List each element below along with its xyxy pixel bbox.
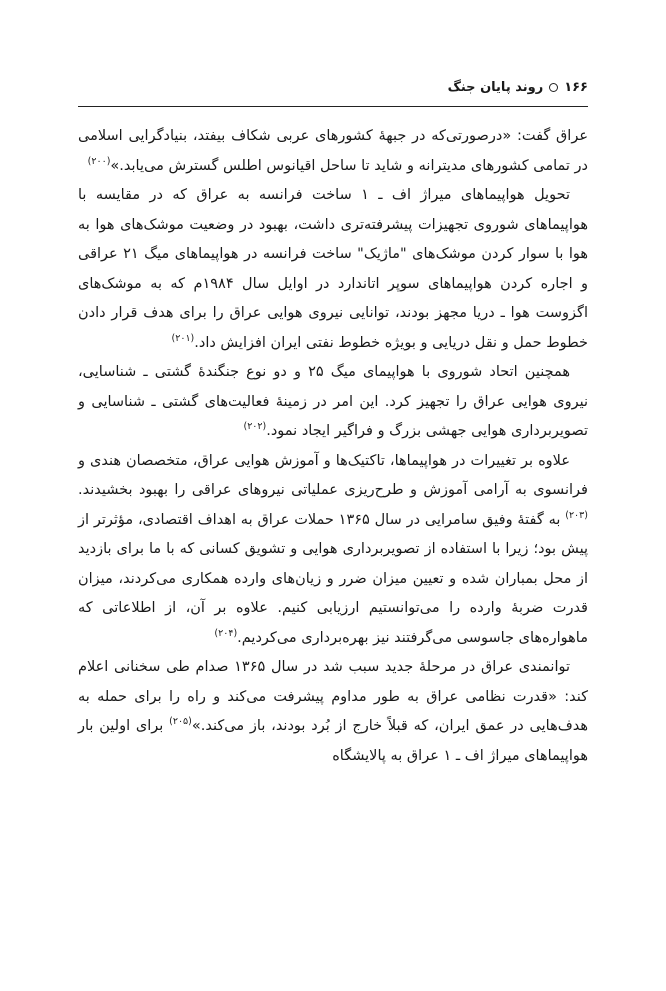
paragraph-text: عراق گفت: «درصورتی‌که در جبههٔ کشورهای عربی شکاف بیفتد، بنیادگرایی اسلامی در تمامی کشورهای مدیترانه و شاید تا ساحل اقیانوس اطلس گسترش می‌یابد.» — [78, 128, 588, 174]
page-number: ۱۶۶ — [564, 80, 588, 95]
footnote-ref: (۲۰۳) — [565, 509, 588, 521]
paragraph-text: علاوه بر تغییرات در هواپیماها، تاکتیک‌ها و آموزش هوایی عراق، متخصصان هندی و فرانسوی به آرامی آموزش و طرح‌ریزی عملیاتی نیروهای عراقی را بهبود بخشیدند. — [78, 452, 588, 498]
paragraph-1 — [78, 122, 588, 181]
paragraph-text: همچنین اتحاد شوروی با هواپیمای میگ ۲۵ و دو نوع جنگندهٔ گشتی ـ شناسایی، نیروی هوایی عراق را تجهیز کرد. این امر در زمینهٔ فعالیت‌های گشتی ـ شناسایی و تصویربرداری هوایی جهشی بزرگ و فراگیر ایجاد نمود. — [78, 364, 588, 439]
paragraph-2 — [78, 181, 588, 358]
paragraph-4 — [78, 447, 588, 654]
paragraph-text: برای اولین بار هواپیماهای میراژ اف ـ ۱ عراق به پالایشگاه — [78, 718, 588, 764]
paragraph-text: به گفتهٔ وفیق سامرایی در سال ۱۳۶۵ حملات عراق به اهداف اقتصادی، مؤثرتر از پیش بود؛ زیرا با استفاده از تصویربرداری هوایی و تشویق کسانی که با ما برای بازدید از محل بمباران شده و تعیین میزان ضرر و زیان‌های وارده همکاری می‌کردند، میزان قدرت ضربهٔ وارده را می‌توانستیم ارزیابی کنیم. علاوه بر آن، از اطلاعاتی که ماهواره‌های جاسوسی می‌گرفتند نیز بهره‌برداری می‌کردیم. — [78, 511, 588, 646]
footnote-ref: (۲۰۱) — [171, 332, 195, 344]
footnote-ref: (۲۰۲) — [243, 421, 267, 433]
paragraph-text: توانمندی عراق در مرحلهٔ جدید سبب شد در سال ۱۳۶۵ صدام طی سخنانی اعلام کند: «قدرت نظامی عراق به طور مداوم پیشرفت می‌کند و راه را برای حمله به هدف‌هایی در عمق ایران، که قبلاً خارج از بُرد بودند، باز می‌کند.» — [78, 659, 588, 734]
paragraph-text: تحویل هواپیماهای میراژ اف ـ ۱ ساخت فرانسه به عراق که در مقایسه با هواپیماهای شوروی تجهیزات پیشرفته‌تری داشت، بهبود در وضعیت موشک‌های هوا به هوا با سوار کردن موشک‌های "ماژیک" ساخت فرانسه در هواپیماهای میگ ۲۱ عراقی و اجاره کردن هواپیماهای سوپر اتاندارد در اوایل سال ۱۹۸۴م که به موشک‌های اگزوست هوا ـ دریا مجهز بودند، توانایی نیروی هوایی عراق را برای هدف قرار دادن خطوط حمل و نقل دریایی و بویژه خطوط نفتی ایران افزایش داد. — [78, 187, 589, 351]
footnote-ref: (۲۰۰) — [87, 155, 111, 167]
paragraph-5 — [78, 653, 588, 771]
circle-bullet-icon — [549, 83, 558, 92]
paragraph-3 — [78, 358, 588, 447]
footnote-ref: (۲۰۴) — [214, 627, 238, 639]
footnote-ref: (۲۰۵) — [169, 716, 192, 728]
chapter-title: روند پایان جنگ — [447, 80, 544, 95]
header-divider — [78, 106, 588, 107]
body-text — [78, 122, 588, 771]
running-header — [78, 80, 588, 102]
